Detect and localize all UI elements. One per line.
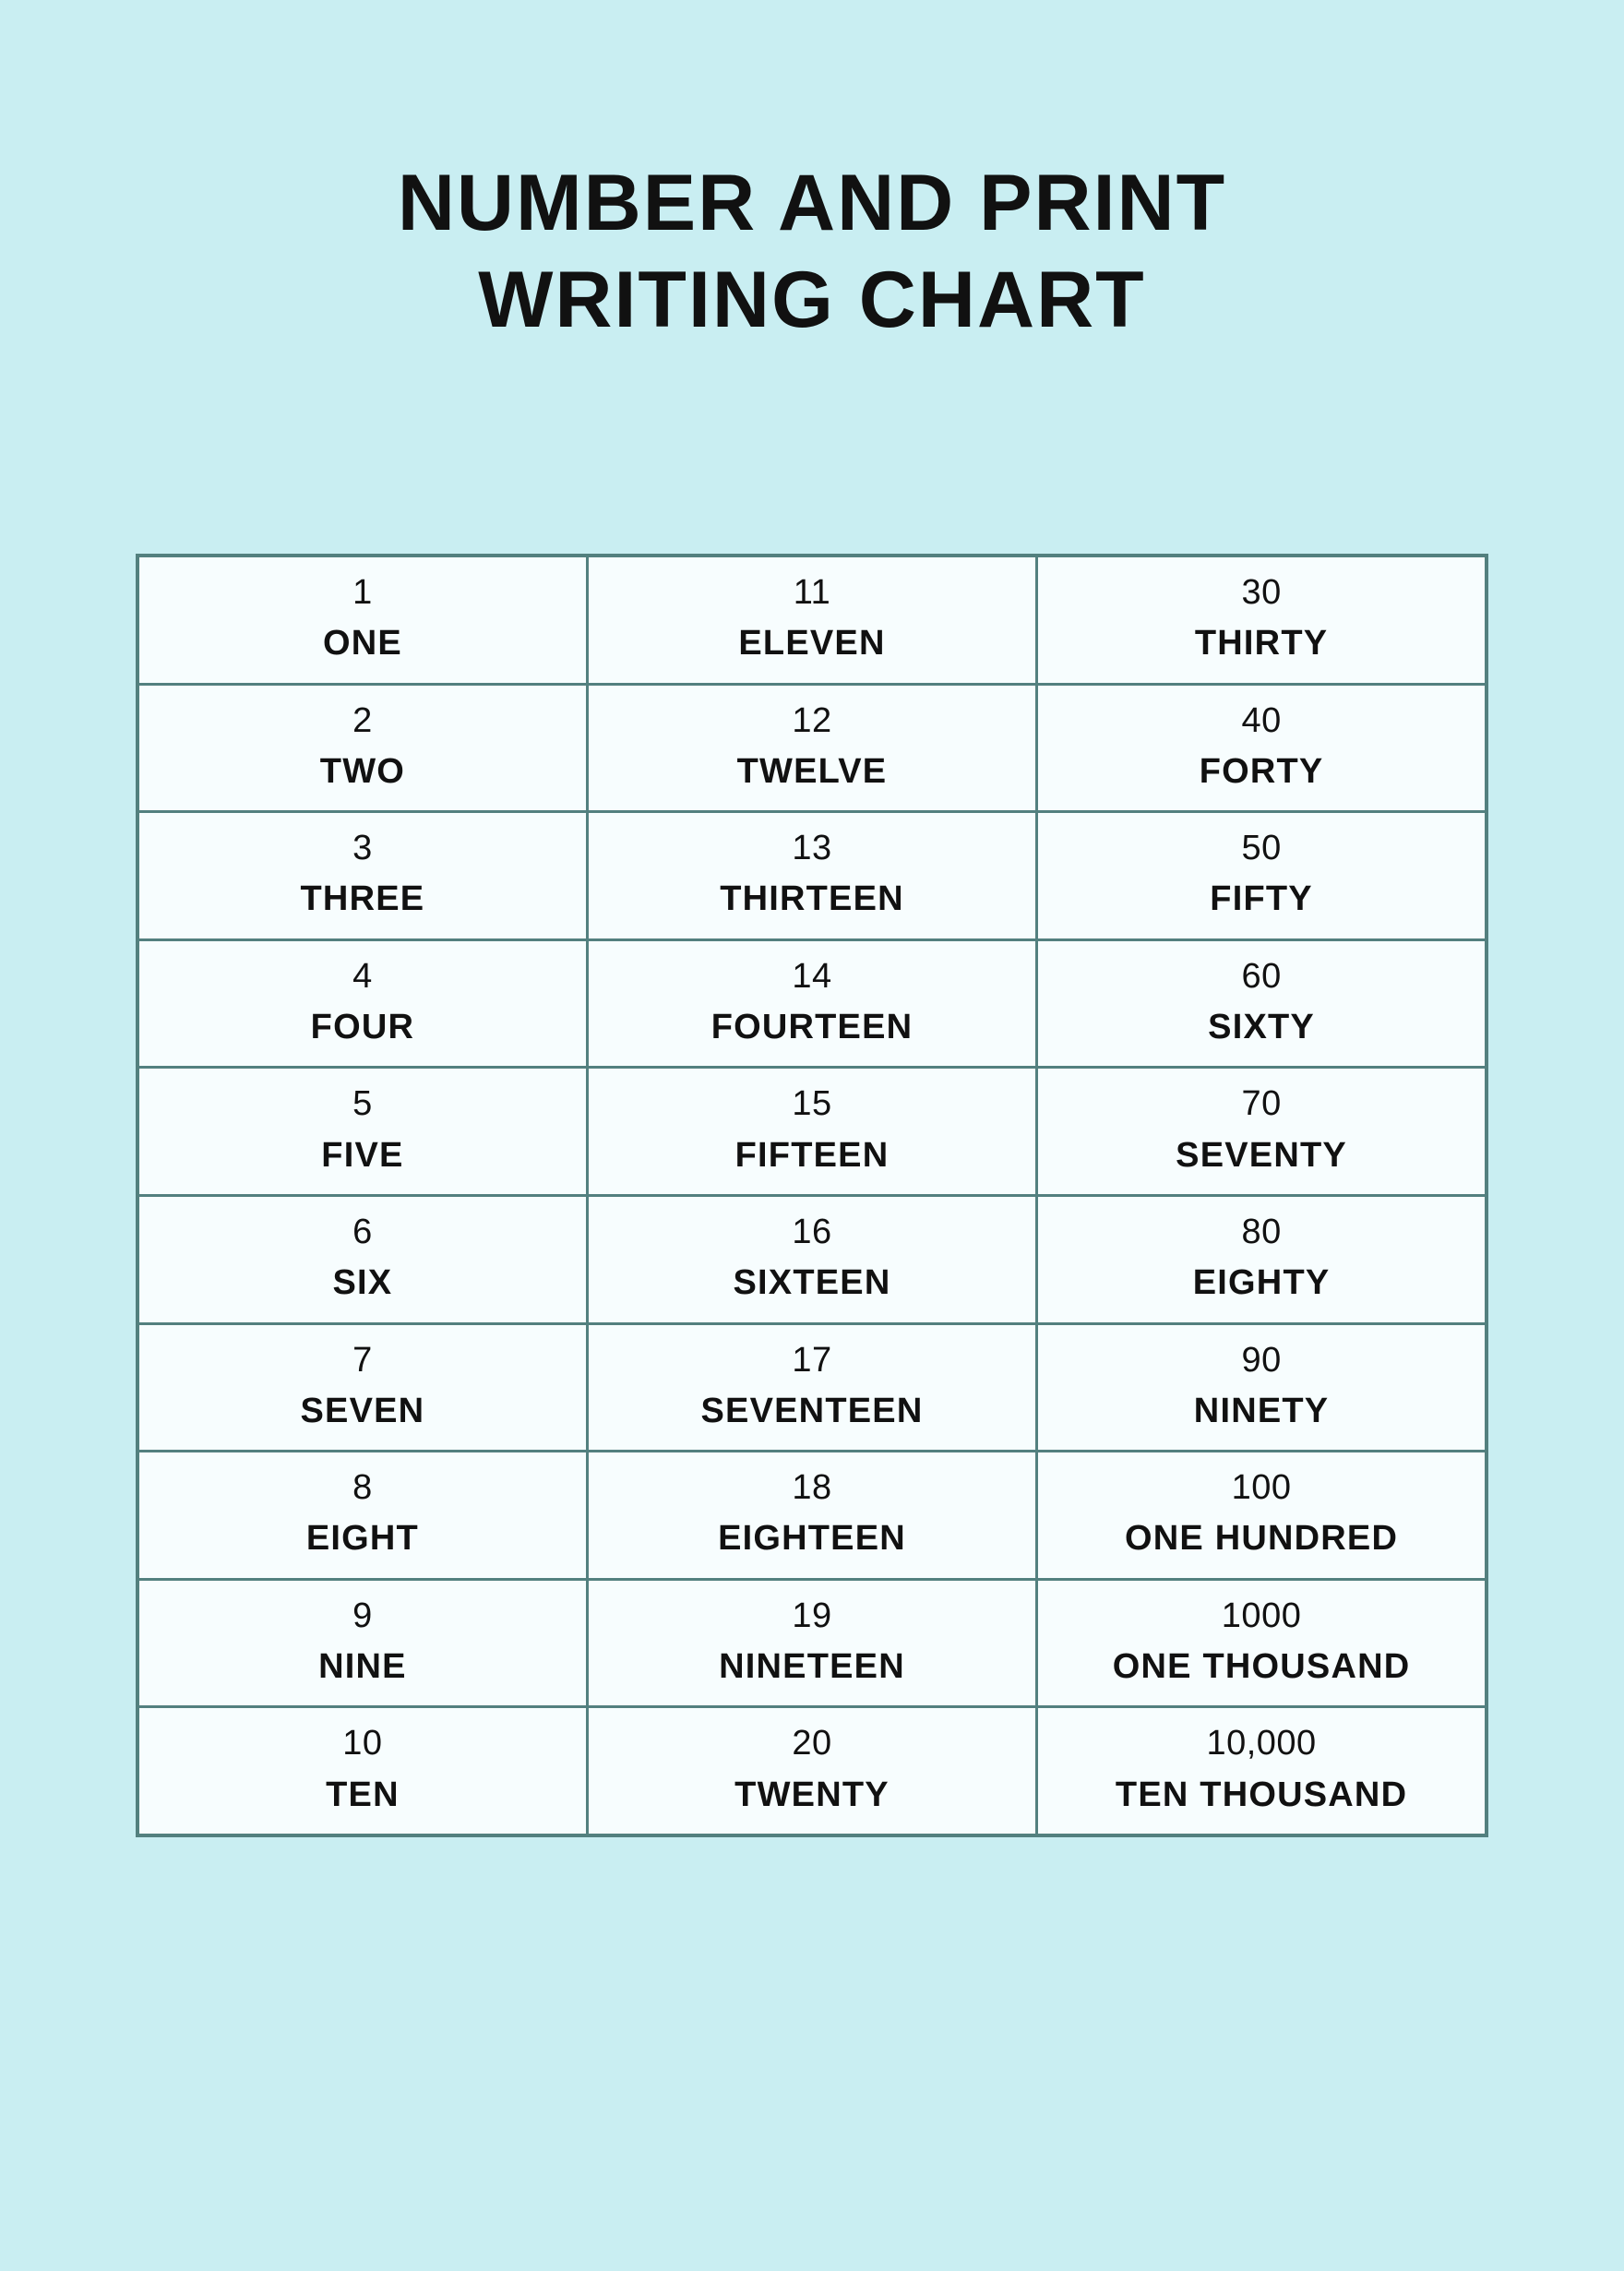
- chart-cell: [1037, 1068, 1487, 1196]
- cell-word: THIRTEEN: [720, 879, 904, 919]
- chart-cell: [1037, 1195, 1487, 1323]
- chart-cell: [587, 684, 1036, 812]
- cell-word: FOURTEEN: [710, 1008, 914, 1047]
- cell-number: 1000: [1221, 1596, 1302, 1635]
- cell-word: NINE: [318, 1647, 407, 1687]
- cell-number: 10,000: [1206, 1724, 1317, 1763]
- cell-word: ONE THOUSAND: [1112, 1647, 1411, 1687]
- cell-word: NINETEEN: [719, 1647, 905, 1687]
- cell-number: 10: [342, 1724, 383, 1763]
- cell-number: 15: [792, 1084, 832, 1124]
- chart-cell: [587, 1707, 1036, 1835]
- chart-cell: [137, 812, 587, 940]
- table-row: [137, 812, 1487, 940]
- cell-number: 70: [1241, 1084, 1282, 1124]
- table-row: [137, 556, 1487, 684]
- page-title-line-1: NUMBER AND PRINT: [397, 159, 1227, 247]
- cell-number: 50: [1241, 829, 1282, 868]
- cell-number: 90: [1241, 1340, 1282, 1380]
- cell-number: 6: [352, 1212, 373, 1251]
- cell-word: SEVENTEEN: [700, 1391, 924, 1430]
- cell-number: 60: [1241, 956, 1282, 996]
- cell-number: 2: [352, 700, 373, 740]
- cell-word: EIGHTEEN: [718, 1519, 906, 1559]
- cell-word: SEVEN: [300, 1391, 425, 1430]
- cell-number: 20: [792, 1724, 832, 1763]
- cell-number: 11: [793, 573, 831, 612]
- chart-cell: [1037, 684, 1487, 812]
- chart-cell: [1037, 1707, 1487, 1835]
- chart-cell: [1037, 1452, 1487, 1580]
- table-row: [137, 939, 1487, 1068]
- chart-cell: [137, 556, 587, 684]
- cell-number: 16: [792, 1212, 832, 1251]
- cell-number: 9: [352, 1596, 373, 1635]
- chart-cell: [587, 1195, 1036, 1323]
- chart-cell: [587, 556, 1036, 684]
- chart-cell: [587, 812, 1036, 940]
- cell-word: ONE HUNDRED: [1125, 1519, 1399, 1559]
- cell-word: THREE: [300, 879, 425, 919]
- cell-word: NINETY: [1193, 1391, 1330, 1430]
- chart-cell: [587, 1323, 1036, 1452]
- cell-number: 30: [1241, 573, 1282, 612]
- chart-cell: [137, 1323, 587, 1452]
- chart-cell: [137, 1579, 587, 1707]
- cell-number: 40: [1241, 700, 1282, 740]
- cell-word: FIFTEEN: [734, 1135, 890, 1175]
- cell-number: 8: [352, 1468, 373, 1508]
- chart-cell: [137, 1068, 587, 1196]
- page-title: [0, 0, 1624, 349]
- cell-number: 3: [352, 829, 373, 868]
- chart-cell: [137, 1707, 587, 1835]
- chart-cell: [587, 1068, 1036, 1196]
- cell-word: THIRTY: [1194, 624, 1329, 663]
- number-chart-table: [136, 554, 1488, 1837]
- cell-number: 80: [1241, 1212, 1282, 1251]
- cell-word: FOUR: [310, 1008, 415, 1047]
- table-row: [137, 1195, 1487, 1323]
- table-row: [137, 1579, 1487, 1707]
- cell-number: 100: [1231, 1468, 1292, 1508]
- chart-cell: [587, 939, 1036, 1068]
- number-chart-body: [137, 556, 1487, 1835]
- cell-word: FIFTY: [1210, 879, 1313, 919]
- chart-cell: [137, 1452, 587, 1580]
- cell-word: FORTY: [1199, 751, 1324, 791]
- chart-cell: [137, 1195, 587, 1323]
- cell-number: 12: [792, 700, 832, 740]
- chart-cell: [137, 684, 587, 812]
- chart-cell: [587, 1452, 1036, 1580]
- chart-cell: [1037, 1323, 1487, 1452]
- cell-word: TWELVE: [736, 751, 888, 791]
- cell-word: SIXTY: [1208, 1008, 1315, 1047]
- table-row: [137, 684, 1487, 812]
- cell-word: SIX: [332, 1263, 393, 1303]
- number-chart-container: [136, 554, 1488, 1837]
- cell-word: FIVE: [321, 1135, 404, 1175]
- cell-word: SIXTEEN: [733, 1263, 891, 1303]
- table-row: [137, 1452, 1487, 1580]
- cell-word: EIGHTY: [1192, 1263, 1331, 1303]
- cell-number: 17: [792, 1340, 832, 1380]
- table-row: [137, 1068, 1487, 1196]
- cell-number: 4: [352, 956, 373, 996]
- cell-word: SEVENTY: [1176, 1135, 1347, 1175]
- cell-word: ONE: [322, 624, 402, 663]
- chart-cell: [1037, 556, 1487, 684]
- cell-number: 13: [792, 829, 832, 868]
- cell-word: EIGHT: [305, 1519, 419, 1559]
- cell-number: 7: [352, 1340, 373, 1380]
- cell-word: TWENTY: [734, 1775, 890, 1814]
- cell-number: 18: [792, 1468, 832, 1508]
- cell-number: 14: [792, 956, 832, 996]
- chart-cell: [137, 939, 587, 1068]
- table-row: [137, 1707, 1487, 1835]
- cell-word: TEN THOUSAND: [1115, 1775, 1408, 1814]
- cell-number: 5: [352, 1084, 373, 1124]
- cell-word: ELEVEN: [738, 624, 886, 663]
- cell-word: TEN: [326, 1775, 400, 1814]
- chart-cell: [587, 1579, 1036, 1707]
- chart-cell: [1037, 812, 1487, 940]
- cell-number: 1: [352, 573, 373, 612]
- table-row: [137, 1323, 1487, 1452]
- cell-number: 19: [792, 1596, 832, 1635]
- chart-cell: [1037, 1579, 1487, 1707]
- cell-word: TWO: [319, 751, 406, 791]
- page-title-line-2: WRITING CHART: [478, 255, 1146, 344]
- chart-cell: [1037, 939, 1487, 1068]
